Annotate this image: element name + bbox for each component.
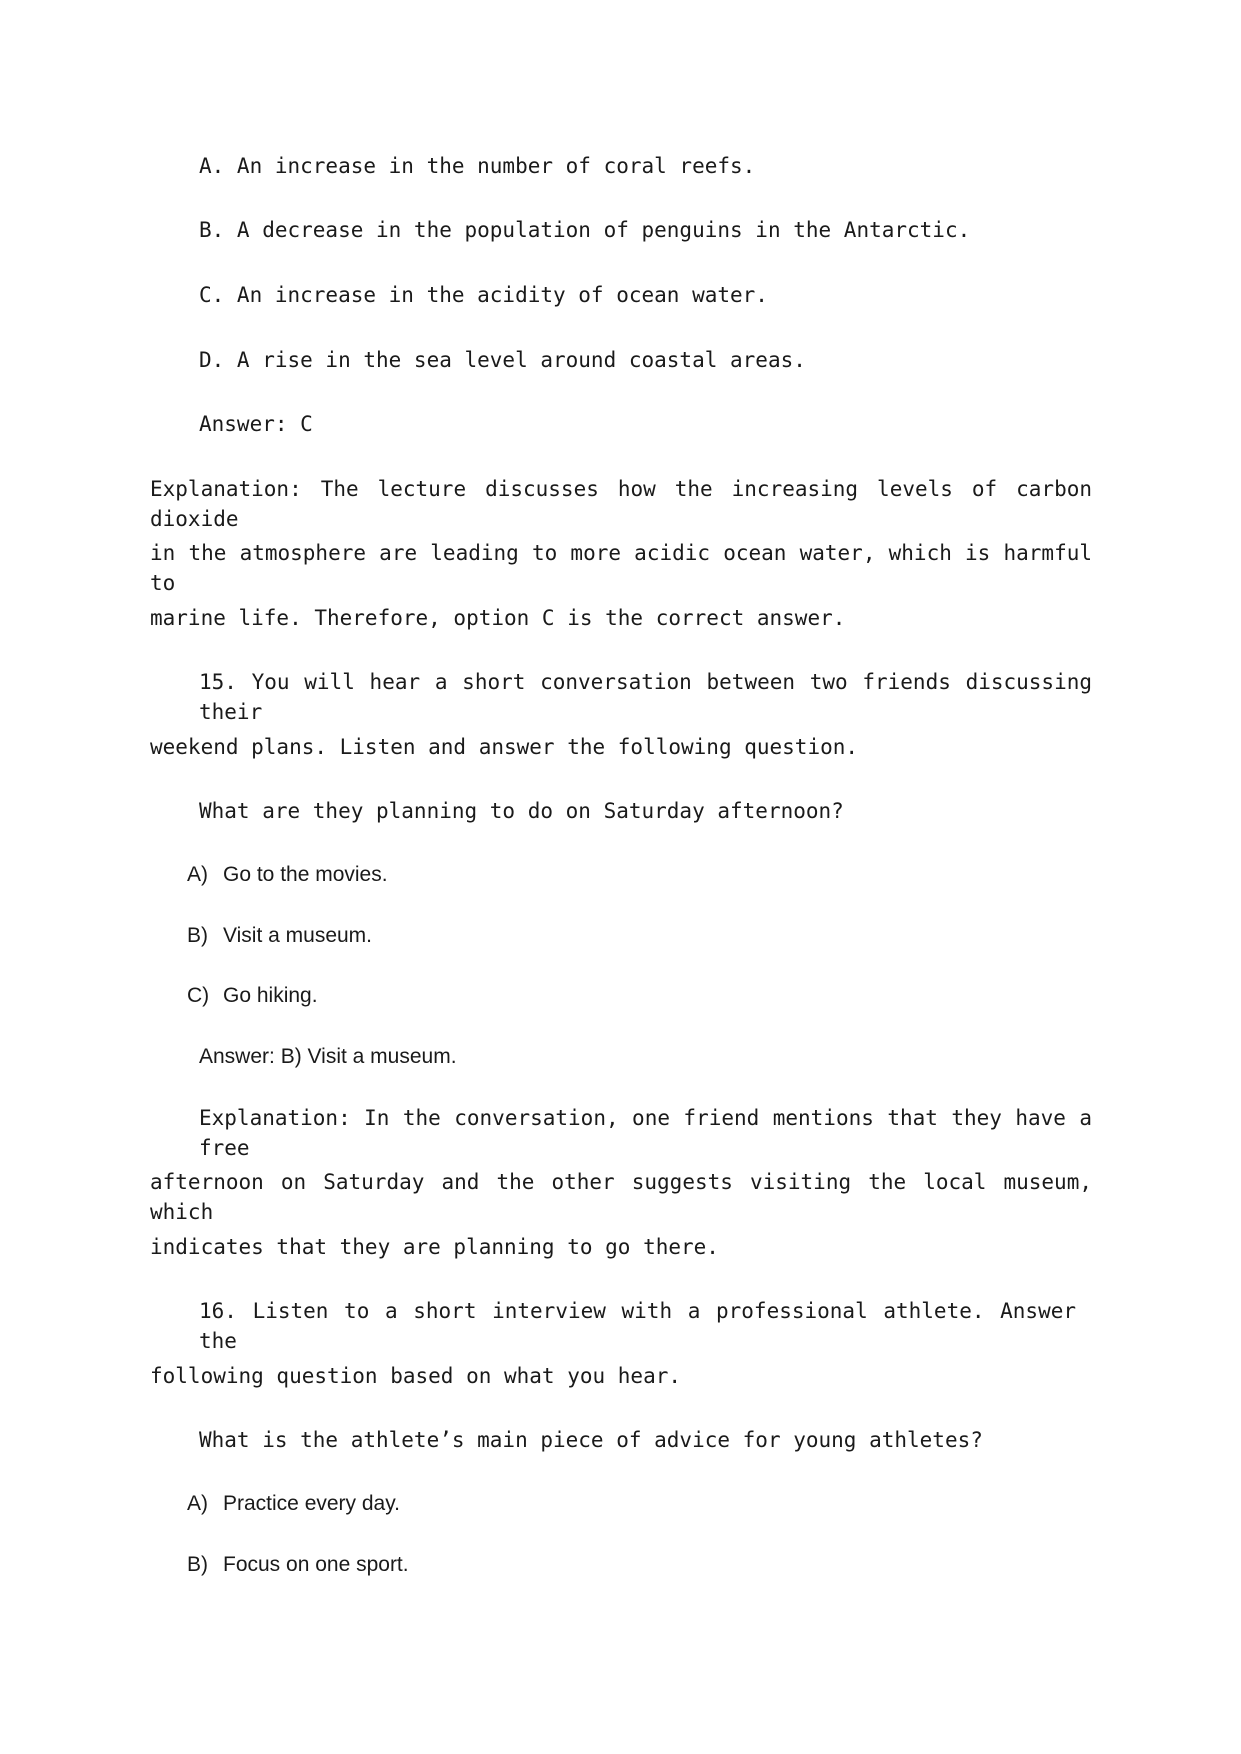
q15-prompt-line-1: 15. You will hear a short conversation between two friends discussing their	[199, 670, 1092, 724]
q14-answer: Answer: C	[199, 412, 313, 436]
q16-option-b-letter: B)	[187, 1553, 208, 1576]
q15-option-a-text: Go to the movies.	[223, 863, 388, 886]
q14-explanation-line-2: in the atmosphere are leading to more acidic ocean water, which is harmful to	[150, 541, 1092, 595]
q14-option-d: D. A rise in the sea level around coastal areas.	[199, 348, 806, 372]
q16-prompt-line-1: 16. Listen to a short interview with a professional athlete. Answer the	[199, 1299, 1076, 1353]
q16-option-b-text: Focus on one sport.	[223, 1553, 409, 1576]
q15-option-b-letter: B)	[187, 924, 208, 947]
q15-option-c	[187, 981, 318, 1011]
q15-prompt-line-2: weekend plans. Listen and answer the following question.	[150, 735, 859, 759]
q15-question: What are they planning to do on Saturday afternoon?	[199, 799, 844, 823]
q15-option-b-text: Visit a museum.	[223, 924, 372, 947]
q15-option-a-letter: A)	[187, 863, 208, 886]
q15-answer: Answer: B) Visit a museum.	[199, 1045, 457, 1068]
q15-explanation-line-2: afternoon on Saturday and the other suggests visiting the local museum, which	[150, 1170, 1092, 1224]
q16-question: What is the athlete’s main piece of advice for young athletes?	[199, 1428, 983, 1452]
q15-explanation-line-3: indicates that they are planning to go there.	[150, 1235, 719, 1259]
q16-option-b	[187, 1550, 409, 1580]
q14-option-b: B. A decrease in the population of penguins in the Antarctic.	[199, 218, 971, 242]
q16-prompt-line-2: following question based on what you hear.	[150, 1364, 682, 1388]
q14-option-a: A. An increase in the number of coral reefs.	[199, 154, 756, 178]
q15-option-c-letter: C)	[187, 984, 210, 1007]
q16-option-a-text: Practice every day.	[223, 1492, 401, 1515]
q14-explanation-line-3: marine life. Therefore, option C is the correct answer.	[150, 606, 846, 630]
q14-option-c: C. An increase in the acidity of ocean water.	[199, 283, 768, 307]
q14-explanation-line-1: Explanation: The lecture discusses how the increasing levels of carbon dioxide	[150, 477, 1092, 531]
q16-option-a	[187, 1489, 400, 1519]
q15-explanation-line-1: Explanation: In the conversation, one friend mentions that they have a free	[199, 1106, 1092, 1160]
q15-option-a	[187, 860, 388, 890]
q15-option-c-text: Go hiking.	[223, 984, 318, 1007]
q15-option-b	[187, 921, 372, 951]
q16-option-a-letter: A)	[187, 1492, 208, 1515]
